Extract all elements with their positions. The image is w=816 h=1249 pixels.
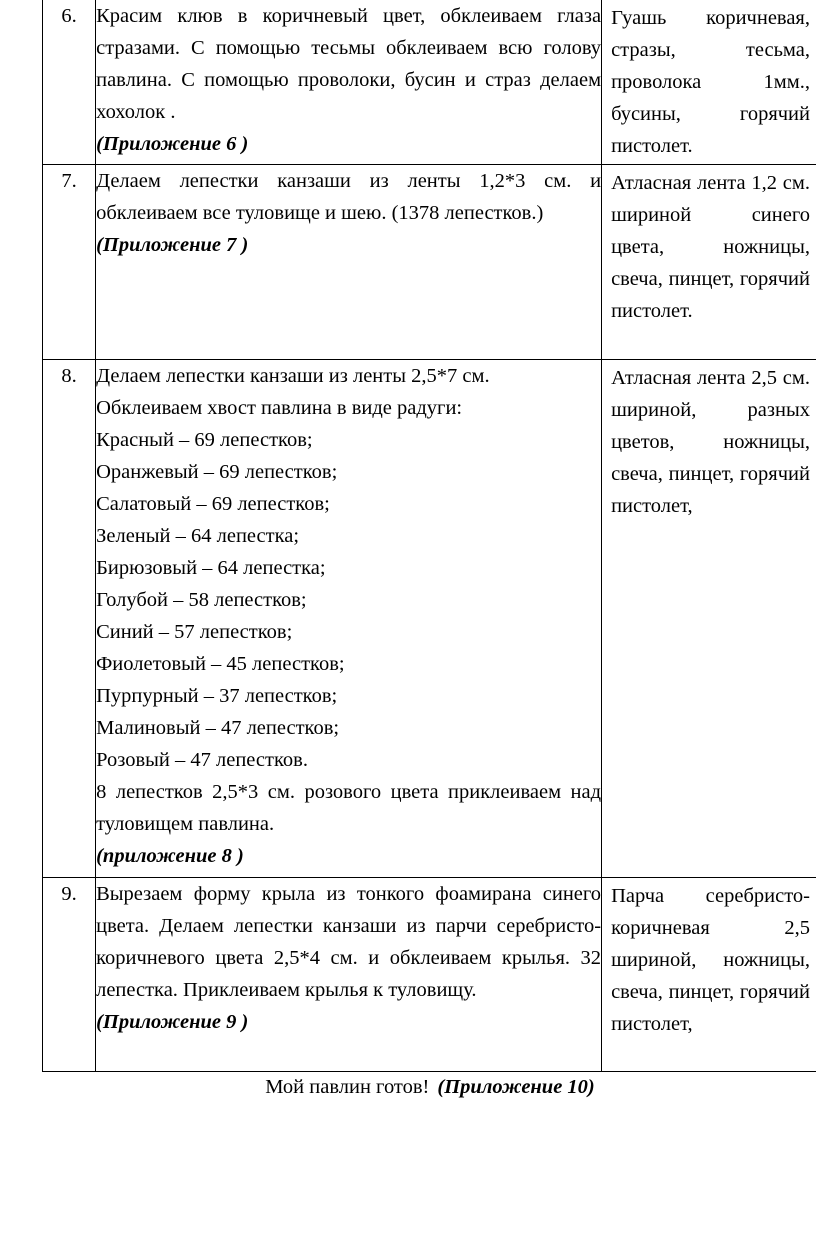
table-row <box>43 360 816 878</box>
table-row <box>43 878 816 1072</box>
step-intro-line: Обклеиваем хвост павлина в виде радуги: <box>96 397 463 419</box>
color-count-line: Пурпурный – 37 лепестков; <box>96 685 338 707</box>
step-description <box>96 0 602 165</box>
closing-text: Мой павлин готов! <box>265 1076 430 1098</box>
color-count-line: Бирюзовый – 64 лепестка; <box>96 557 326 579</box>
step-number: 6. <box>43 0 96 165</box>
closing-line <box>0 1071 816 1103</box>
step-intro-line: Делаем лепестки канзаши из ленты 2,5*7 см. <box>96 365 490 387</box>
step-number: 7. <box>43 165 96 360</box>
step-text: Красим клюв в коричневый цвет, обклеиваем глаза стразами. С помощью тесьмы обклеиваем всю голову павлина. С помощью проволоки, бусин и страз делаем хохолок . <box>96 5 602 123</box>
step-text: Делаем лепестки канзаши из ленты 1,2*3 см. и обклеиваем все туловище и шею. (1378 лепестков.) <box>96 170 602 224</box>
step-materials: Атласная лента 1,2 см. шириной синего цвета, ножницы, свеча, пинцет, горячий пистолет. <box>602 165 816 360</box>
appendix-reference: (Приложение 10) <box>437 1076 595 1098</box>
appendix-reference: (Приложение 6 ) <box>96 133 249 155</box>
step-text: Вырезаем форму крыла из тонкого фоамирана синего цвета. Делаем лепестки канзаши из парчи серебристо-коричневого цвета 2,5*4 см. и обклеиваем крылья. 32 лепестка. Приклеиваем крылья к туловищу. <box>96 883 602 1001</box>
step-materials: Атласная лента 2,5 см. шириной, разных цветов, ножницы, свеча, пинцет, горячий пистолет, <box>602 360 816 878</box>
appendix-reference: (приложение 8 ) <box>96 845 244 867</box>
color-count-line: Оранжевый – 69 лепестков; <box>96 461 338 483</box>
color-count-line: Голубой – 58 лепестков; <box>96 589 307 611</box>
color-count-line: Малиновый – 47 лепестков; <box>96 717 340 739</box>
step-materials: Парча серебристо-коричневая 2,5 шириной, ножницы, свеча, пинцет, горячий пистолет, <box>602 878 816 1072</box>
table-row <box>43 0 816 165</box>
step-materials: Гуашь коричневая, стразы, тесьма, проволока 1мм., бусины, горячий пистолет. <box>602 0 816 165</box>
step-description <box>96 165 602 360</box>
step-number: 8. <box>43 360 96 878</box>
table-row <box>43 165 816 360</box>
appendix-reference: (Приложение 9 ) <box>96 1011 249 1033</box>
color-count-line: Зеленый – 64 лепестка; <box>96 525 300 547</box>
color-count-line: Красный – 69 лепестков; <box>96 429 313 451</box>
step-description <box>96 878 602 1072</box>
steps-table <box>42 0 816 1072</box>
color-count-line: Розовый – 47 лепестков. <box>96 749 308 771</box>
color-count-line: Синий – 57 лепестков; <box>96 621 293 643</box>
appendix-reference: (Приложение 7 ) <box>96 234 249 256</box>
color-count-line: Салатовый – 69 лепестков; <box>96 493 330 515</box>
step-number: 9. <box>43 878 96 1072</box>
color-count-line: Фиолетовый – 45 лепестков; <box>96 653 345 675</box>
step-description <box>96 360 602 878</box>
step-extra-text: 8 лепестков 2,5*3 см. розового цвета приклеиваем над туловищем павлина. <box>96 781 602 835</box>
